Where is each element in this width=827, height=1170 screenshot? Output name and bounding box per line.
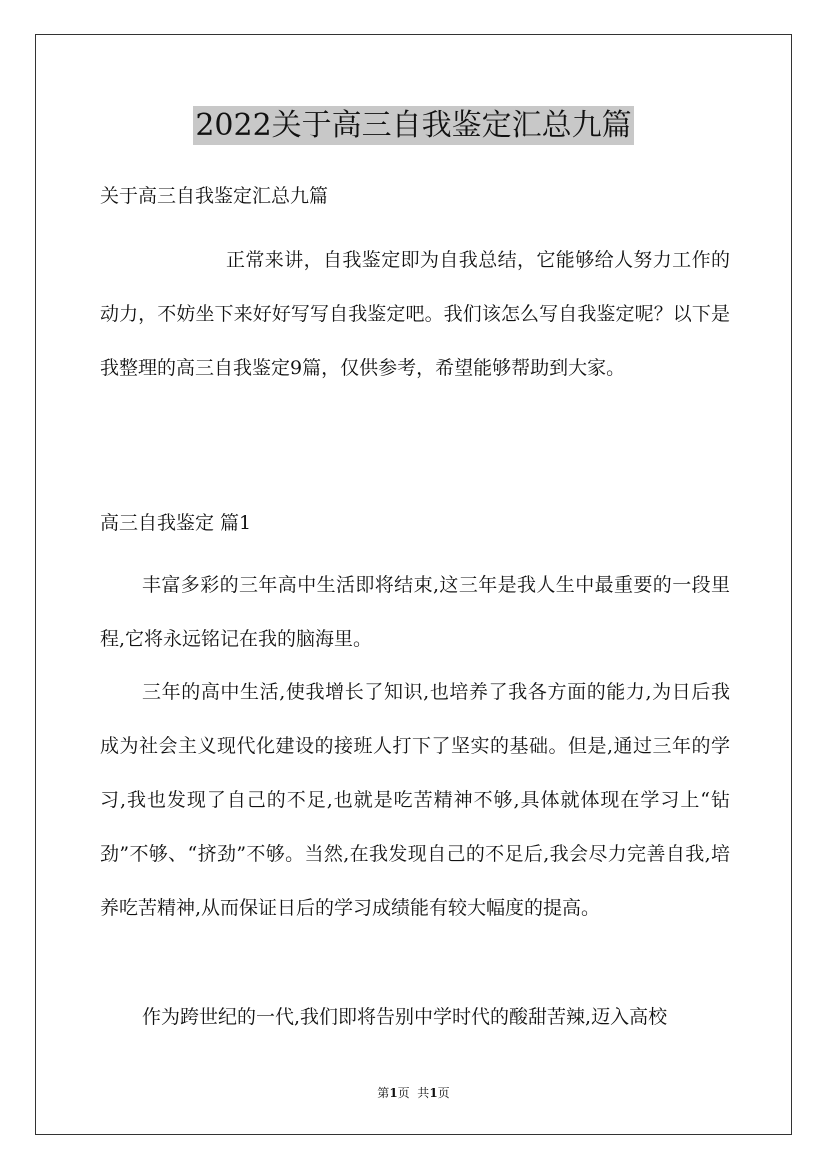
body-paragraph-3: 作为跨世纪的一代,我们即将告别中学时代的酸甜苦辣,迈入高校: [142, 1006, 668, 1028]
body-paragraph-2: 三年的高中生活,使我增长了知识,也培养了我各方面的能力,为日后我成为社会主义现代化建设的接班人打下了坚实的基础。但是,通过三年的学习,我也发现了自己的不足,也就是吃苦精神不够,具体就体现在学习上“钻劲”不够、“挤劲”不够。当然,在我发现自己的不足后,我会尽力完善自我,培养吃苦精神,从而保证日后的学习成绩能有较大幅度的提高。: [100, 681, 730, 919]
section-heading: 高三自我鉴定 篇1: [100, 512, 252, 534]
document-title: 2022关于高三自我鉴定汇总九篇: [195, 108, 632, 143]
document-title-block: [0, 100, 827, 144]
intro-paragraph: 正常来讲，自我鉴定即为自我总结，它能够给人努力工作的动力，不妨坐下来好好写写自我鉴定吧。我们该怎么写自我鉴定呢？以下是我整理的高三自我鉴定9篇，仅供参考，希望能够帮助到大家。: [100, 249, 730, 379]
footer-page-total: 1: [429, 1086, 438, 1100]
page-footer: [0, 1084, 827, 1101]
footer-prefix: 第: [377, 1086, 390, 1100]
footer-middle: 页 共: [397, 1086, 430, 1100]
document-subtitle: 关于高三自我鉴定汇总九篇: [100, 185, 329, 207]
footer-suffix: 页: [437, 1086, 450, 1100]
body-paragraph-1: 丰富多彩的三年高中生活即将结束,这三年是我人生中最重要的一段里程,它将永远铭记在我的脑海里。: [100, 574, 730, 650]
footer-page-number: 1: [389, 1086, 398, 1100]
